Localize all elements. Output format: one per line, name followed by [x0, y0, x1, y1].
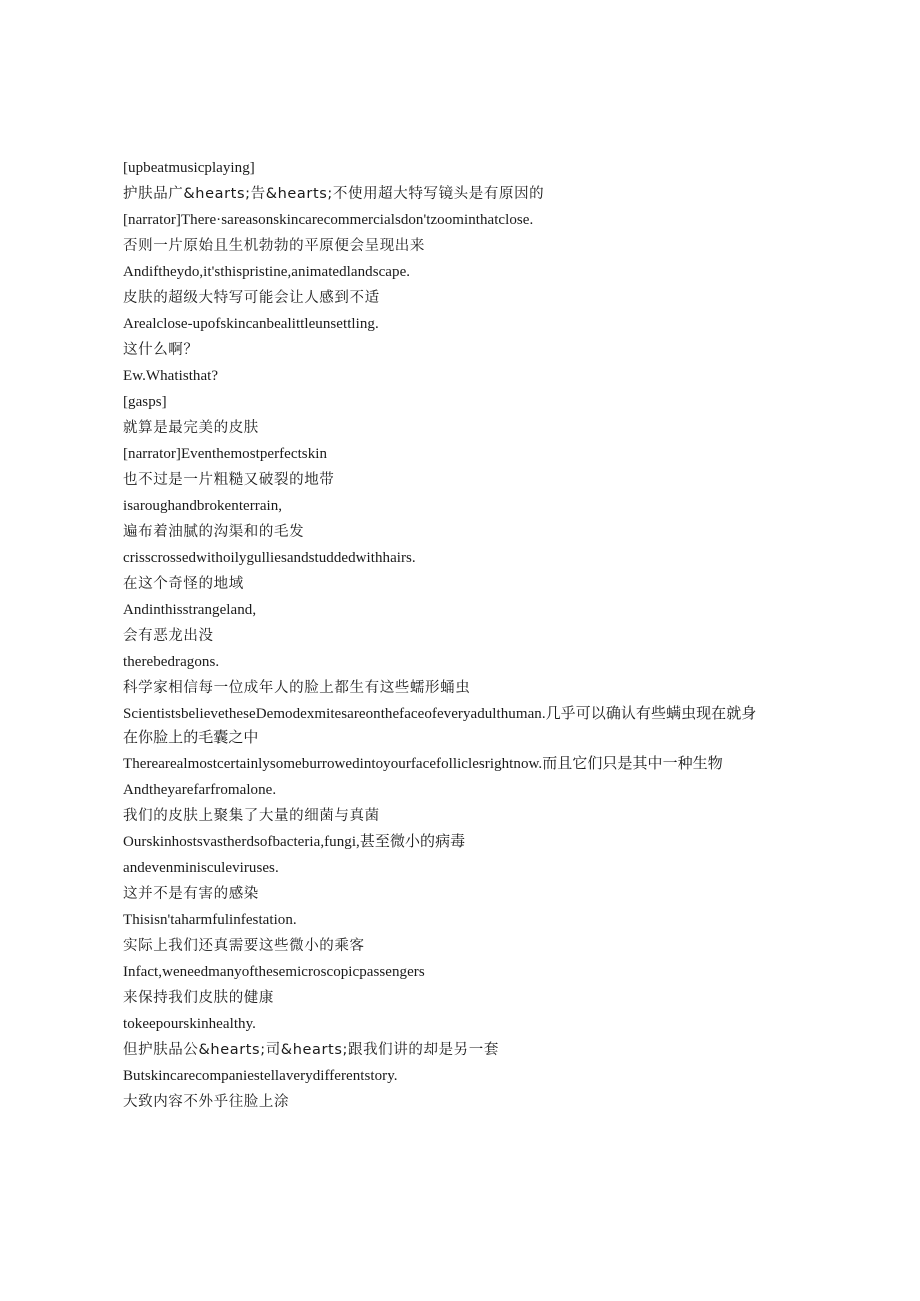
transcript-line: 否则一片原始且生机勃勃的平原便会呈现出来 — [123, 238, 425, 254]
transcript-line: isaroughandbrokenterrain, — [123, 498, 283, 514]
transcript-line: 在这个奇怪的地域 — [123, 576, 244, 592]
transcript-line: Arealclose-upofskincanbealittleunsettling. — [123, 316, 379, 332]
transcript-line: 大致内容不外乎往脸上涂 — [123, 1094, 290, 1110]
transcript-line: 就算是最完美的皮肤 — [123, 420, 259, 436]
transcript-line: Ourskinhostsvastherdsofbacteria,fungi,甚至微小的病毒 — [123, 834, 466, 850]
transcript-line: 也不过是一片粗糙又破裂的地带 — [123, 472, 335, 488]
transcript-line: tokeepourskinhealthy. — [123, 1016, 256, 1032]
transcript-line: 遍布着油腻的沟渠和的毛发 — [123, 524, 305, 540]
transcript-line: 会有恶龙出没 — [123, 628, 214, 644]
transcript-line: Butskincarecompaniestellaverydifferentstory. — [123, 1068, 398, 1084]
transcript-line: 来保持我们皮肤的健康 — [123, 990, 274, 1006]
transcript-line: [narrator]There·sareasonskincarecommercialsdon'tzoominthatclose. — [123, 212, 534, 228]
transcript-line: 护肤品广&hearts;告&hearts;不使用超大特写镜头是有原因的 — [123, 186, 545, 202]
transcript-line: 但护肤品公&hearts;司&hearts;跟我们讲的却是另一套 — [123, 1042, 499, 1058]
transcript-line: 科学家相信每一位成年人的脸上都生有这些蠕形蛹虫 — [123, 680, 471, 696]
transcript-line: Andtheyarefarfromalone. — [123, 782, 277, 798]
transcript-line: crisscrossedwithoilygulliesandstuddedwithhairs. — [123, 550, 416, 566]
transcript-line: Therearealmostcertainlysomeburrowedintoyourfacefolliclesrightnow.而且它们只是其中一种生物 — [123, 756, 723, 772]
transcript-line: 这并不是有害的感染 — [123, 886, 259, 902]
transcript-line: [narrator]Eventhemostperfectskin — [123, 446, 328, 462]
subtitle-transcript — [123, 156, 763, 1116]
transcript-line: 这什么啊？ — [123, 342, 199, 358]
transcript-line: [upbeatmusicplaying] — [123, 160, 255, 176]
transcript-line: 皮肤的超级大特写可能会让人感到不适 — [123, 290, 380, 306]
transcript-line: 实际上我们还真需要这些微小的乘客 — [123, 938, 365, 954]
transcript-line: andevenminisculeviruses. — [123, 860, 279, 876]
transcript-line: Ew.Whatisthat? — [123, 368, 219, 384]
transcript-line: Andinthisstrangeland, — [123, 602, 257, 618]
transcript-line: therebedragons. — [123, 654, 220, 670]
transcript-line: ScientistsbelievetheseDemodexmitesareonthefaceofeveryadulthuman.几乎可以确认有些螨虫现在就身在你脸上的毛囊之中 — [123, 706, 757, 746]
transcript-line: Andiftheydo,it'sthispristine,animatedlandscape. — [123, 264, 411, 280]
transcript-line: 我们的皮肤上聚集了大量的细菌与真菌 — [123, 808, 380, 824]
transcript-line: Infact,weneedmanyofthesemicroscopicpassengers — [123, 964, 425, 980]
transcript-line: Thisisn'taharmfulinfestation. — [123, 912, 297, 928]
transcript-line: [gasps] — [123, 394, 167, 410]
